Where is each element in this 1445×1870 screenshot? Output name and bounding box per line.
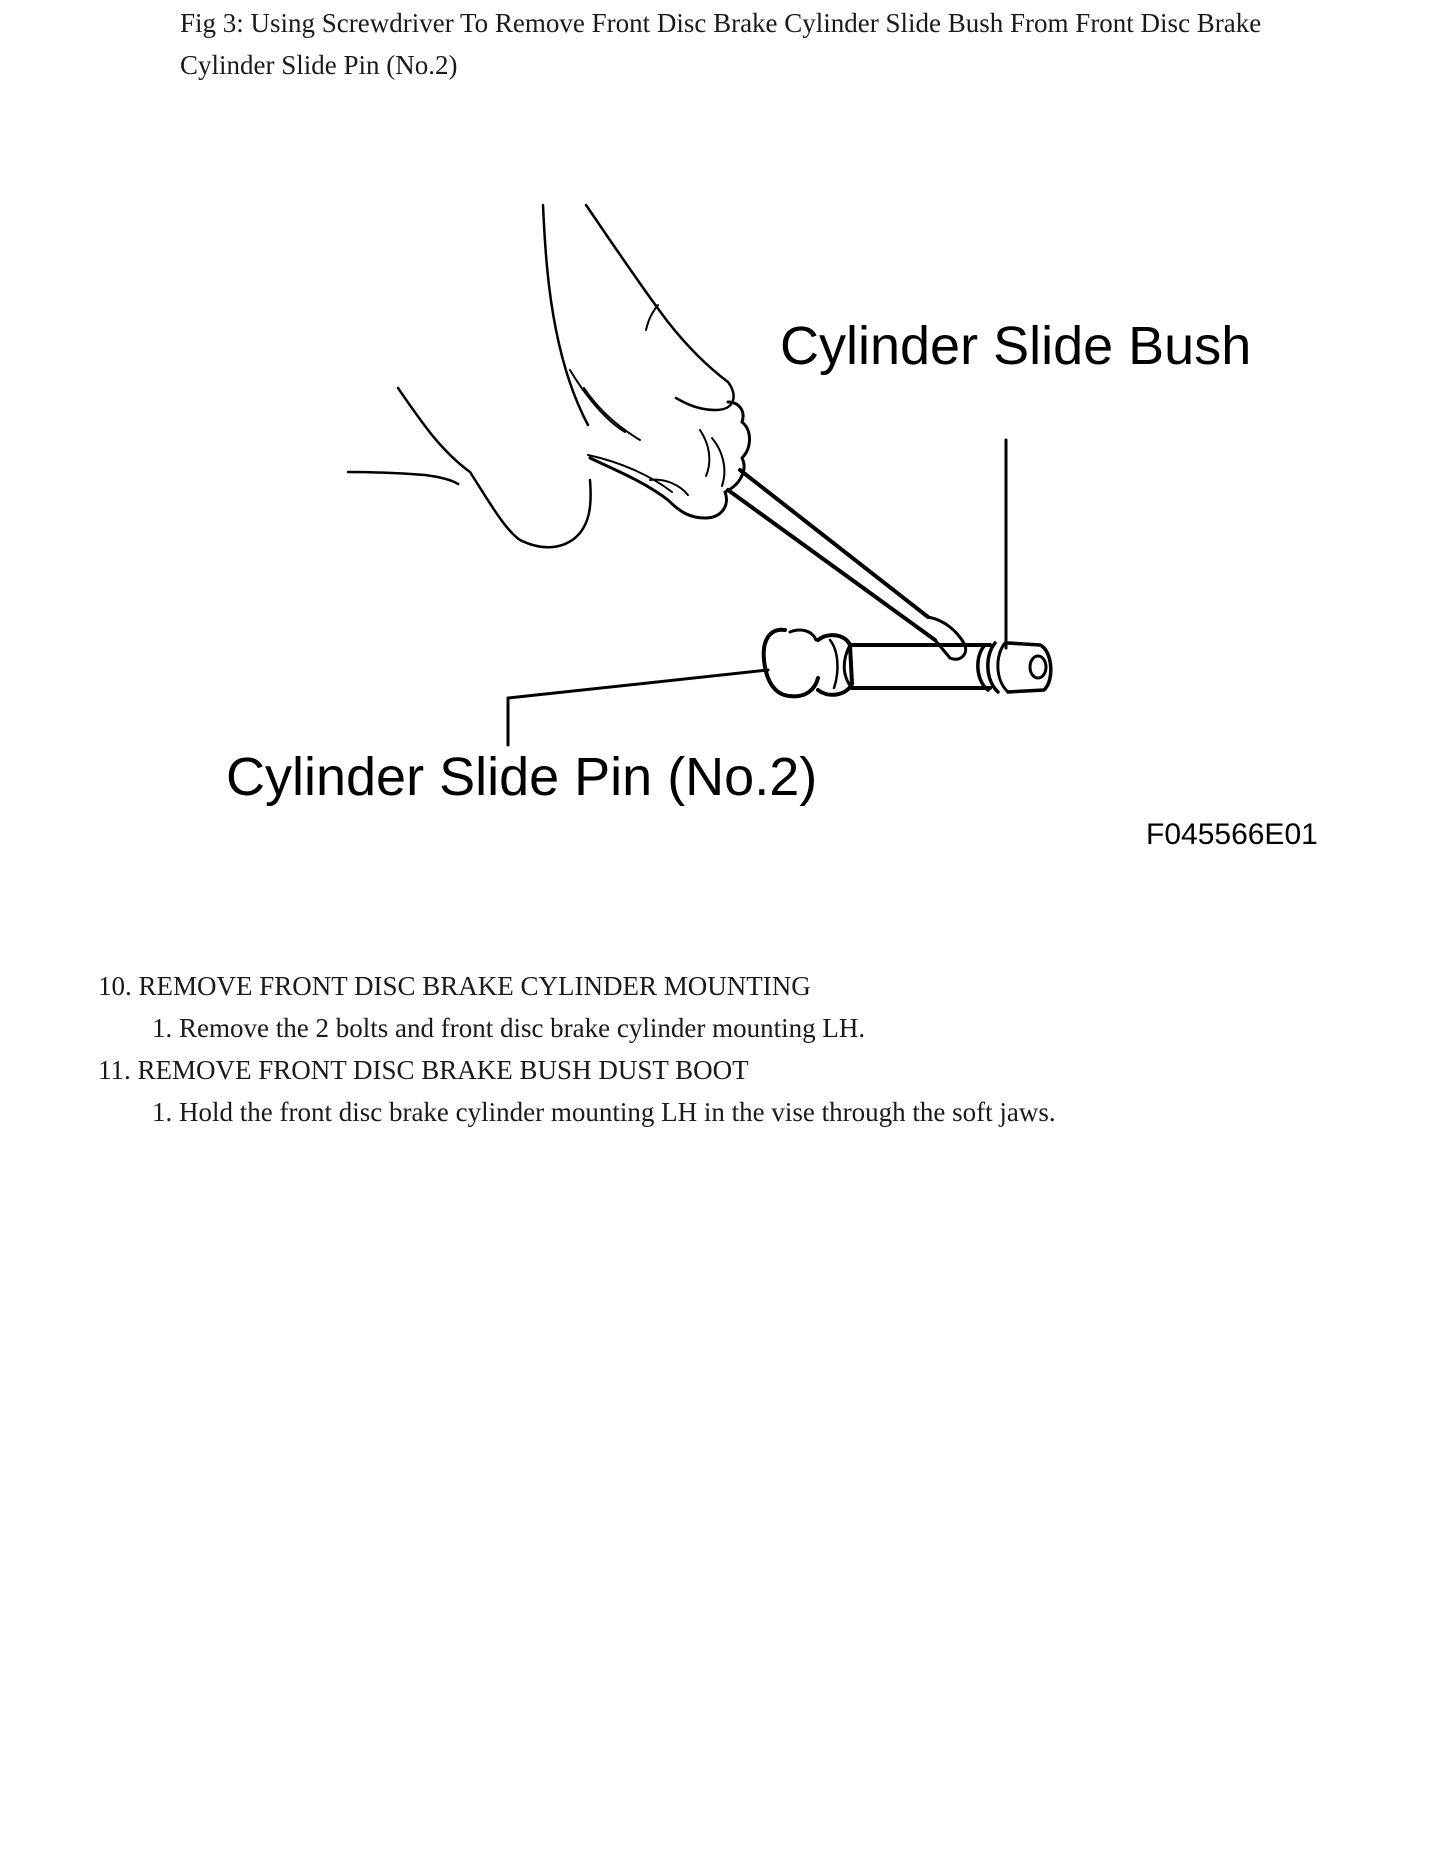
step-number: 11. — [98, 1055, 131, 1085]
substep-11-1 — [98, 1091, 1358, 1134]
step-number: 10. — [98, 971, 132, 1001]
substep-10-1 — [98, 1007, 1358, 1050]
substep-number: 1. — [152, 1097, 173, 1127]
figure-illustration — [0, 0, 1445, 900]
step-title: REMOVE FRONT DISC BRAKE CYLINDER MOUNTING — [138, 971, 811, 1001]
step-title: REMOVE FRONT DISC BRAKE BUSH DUST BOOT — [137, 1055, 749, 1085]
label-cylinder-slide-bush: Cylinder Slide Bush — [780, 316, 1252, 376]
substep-number: 1. — [152, 1013, 173, 1043]
figure-code: F045566E01 — [1146, 818, 1318, 851]
procedure-steps — [98, 966, 1358, 1134]
substep-text: Remove the 2 bolts and front disc brake cylinder mounting LH. — [179, 1013, 866, 1043]
step-10 — [98, 966, 1358, 1007]
label-cylinder-slide-pin: Cylinder Slide Pin (No.2) — [226, 747, 818, 807]
substep-text: Hold the front disc brake cylinder mounting LH in the vise through the soft jaws. — [179, 1097, 1056, 1127]
figure-caption: Fig 3: Using Screwdriver To Remove Front Disc Brake Cylinder Slide Bush From Front Disc Brake Cylinder Slide Pin (No.2) — [180, 8, 1262, 80]
step-11 — [98, 1050, 1358, 1091]
